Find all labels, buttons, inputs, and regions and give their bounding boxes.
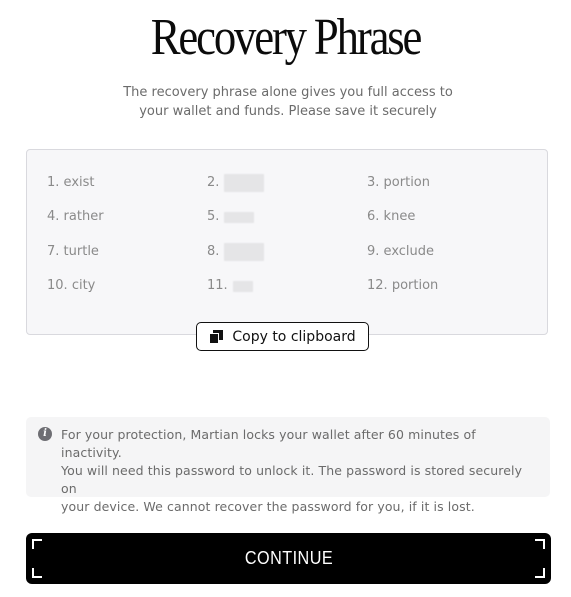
phrase-word-2 <box>207 173 264 192</box>
phrase-word-text: city <box>71 278 96 293</box>
corner-bracket-icon <box>32 539 42 549</box>
phrase-word-index: 4. <box>47 209 60 224</box>
copy-to-clipboard-button[interactable] <box>196 322 369 351</box>
redacted-word <box>224 174 264 192</box>
corner-bracket-icon <box>32 568 42 578</box>
corner-bracket-icon <box>535 539 545 549</box>
phrase-word-index: 6. <box>367 209 380 224</box>
phrase-word-text: exist <box>63 175 95 190</box>
info-icon: i <box>38 427 52 441</box>
page-subtitle <box>0 83 571 121</box>
phrase-word-5 <box>207 207 254 226</box>
protection-info-box <box>26 417 550 514</box>
redacted-word <box>224 243 264 261</box>
phrase-word-index: 11. <box>207 278 228 293</box>
phrase-word-1 <box>47 173 95 192</box>
phrase-word-index: 3. <box>367 175 380 190</box>
phrase-word-7 <box>47 242 99 261</box>
phrase-word-6 <box>367 207 415 226</box>
info-line-3: your device. We cannot recover the password for you, if it is lost. <box>61 499 475 514</box>
phrase-word-text: portion <box>383 175 430 190</box>
phrase-word-text: portion <box>391 278 439 293</box>
info-text <box>61 426 534 516</box>
continue-button-label: CONTINUE <box>244 548 333 568</box>
subtitle-line-2: your wallet and funds. Please save it securely <box>139 104 437 119</box>
corner-bracket-icon <box>535 568 545 578</box>
page-title: Recovery Phrase <box>150 9 421 66</box>
copy-button-label: Copy to clipboard <box>232 328 356 345</box>
copy-icon <box>209 330 224 344</box>
phrase-word-11 <box>207 276 253 295</box>
phrase-word-text: turtle <box>63 244 99 259</box>
phrase-word-9 <box>367 242 434 261</box>
recovery-phrase-box <box>26 149 548 335</box>
phrase-word-index: 12. <box>367 278 388 293</box>
redacted-word <box>224 212 254 223</box>
phrase-word-text: exclude <box>383 244 435 259</box>
phrase-word-index: 8. <box>207 244 220 259</box>
continue-button[interactable] <box>26 533 551 584</box>
phrase-word-index: 9. <box>367 244 380 259</box>
phrase-word-4 <box>47 207 104 226</box>
phrase-word-index: 7. <box>47 244 60 259</box>
phrase-word-index: 2. <box>207 175 220 190</box>
phrase-word-12 <box>367 276 438 295</box>
redacted-word <box>233 281 253 292</box>
phrase-word-index: 10. <box>47 278 68 293</box>
phrase-word-text: rather <box>63 209 104 224</box>
phrase-word-text: knee <box>383 209 416 224</box>
phrase-word-3 <box>367 173 430 192</box>
phrase-word-8 <box>207 242 264 261</box>
subtitle-line-1: The recovery phrase alone gives you full access to <box>123 85 453 100</box>
phrase-word-index: 5. <box>207 209 220 224</box>
info-line-2: You will need this password to unlock it. The password is stored securely on <box>61 463 523 496</box>
info-line-1: For your protection, Martian locks your wallet after 60 minutes of inactivity. <box>61 427 476 460</box>
phrase-word-index: 1. <box>47 175 60 190</box>
phrase-word-10 <box>47 276 95 295</box>
